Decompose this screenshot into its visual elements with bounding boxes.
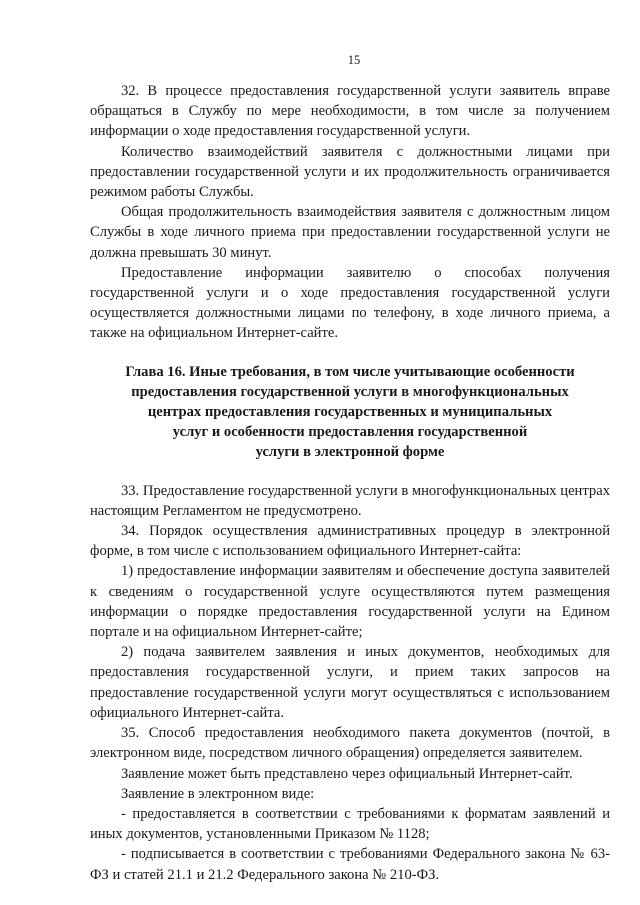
page-number: 15 [347,53,361,67]
chapter-title-line: предоставления государственной услуги в многофункциональных [131,383,569,400]
chapter-16-title [90,362,610,463]
chapter-title-line: центрах предоставления государственных и муниципальных [147,404,553,421]
chapter-title-line: Глава 16. Иные требования, в том числе учитывающие особенности [125,363,575,380]
chapter-title-line: услуги в электронной форме [255,444,445,461]
paragraph-33: 33. Предоставление государственной услуги в многофункциональных центрах настоящим Регламентом не предусмотрено. [90,482,610,519]
paragraph-application-format: - предоставляется в соответствии с требованиями к форматам заявлений и иных документов, установленными Приказом № 1128; [90,805,610,843]
paragraph-application-electronic: Заявление в электронном виде: [121,785,315,802]
paragraph-34: 34. Порядок осуществления административных процедур в электронной форме, в том числе с использованием официального Интернет-сайта: [90,523,610,560]
paragraph-application-signature: - подписывается в соответствии с требованиями Федерального закона № 63-ФЗ и статей 21.1 и 21.2 Федерального закона № 210-ФЗ. [90,846,610,883]
paragraph-application-website: Заявление может быть представлено через официальный Интернет-сайт. [121,765,573,782]
paragraph-information-provision: Предоставление информации заявителю о способах получения государственной услуги и о ходе предоставления государственной услуги осуществляется должностными лицами по телефону, в ходе личного приема, а также на официальном Интернет-сайте. [90,264,610,342]
paragraph-interaction-count: Количество взаимодействий заявителя с должностными лицами при предоставлении государственной услуги и их продолжительность ограничивается режимом работы Службы. [90,143,610,201]
paragraph-34-item-1: 1) предоставление информации заявителям и обеспечение доступа заявителей к сведениям о государственной услуге осуществляются путем размещения информации о порядке предоставления государственной услуги на Едином портале и на официальном Интернет-сайте; [90,563,610,641]
paragraph-32: 32. В процессе предоставления государственной услуги заявитель вправе обращаться в Службу по мере необходимости, в том числе за получением информации о ходе предоставления государственной услуги. [90,83,610,140]
paragraph-interaction-duration: Общая продолжительность взаимодействия заявителя с должностным лицом Службы в ходе личного приема при предоставлении государственной услуги не должна превышать 30 минут. [90,204,610,261]
chapter-title-line: услуг и особенности предоставления государственной [172,424,528,441]
paragraph-35: 35. Способ предоставления необходимого пакета документов (почтой, в электронном виде, посредством личного обращения) определяется заявителем. [90,725,610,762]
paragraph-34-item-2: 2) подача заявителем заявления и иных документов, необходимых для предоставления государственной услуги, и прием таких запросов на предоставление государственной услуги могут осуществляться с использованием официального Интернет-сайта. [90,644,610,721]
